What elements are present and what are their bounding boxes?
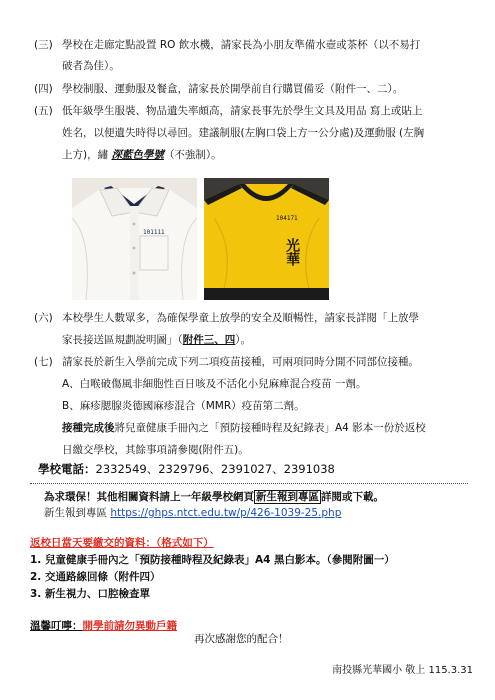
thanks-note: 再次感謝您的配合！ bbox=[194, 633, 289, 645]
return-day-title: 返校日當天要繳交的資料：（格式如下） bbox=[30, 537, 214, 549]
item-5-line-2: 姓名，以便遺失時得以尋回。建議制服(左胸口袋上方一公分處)及運動服 (左胸 bbox=[62, 127, 425, 139]
item-7-note-rest: 將兒童健康手冊內之「預防接種時程及紀錄表」A4 影本一份於返校 bbox=[114, 422, 426, 434]
item-5-line-3 bbox=[62, 148, 222, 163]
eco-note-b: 詳閱或下載。 bbox=[321, 491, 384, 503]
item-3-line-1: 學校在走廊定點設置 RO 飲水機，請家長為小朋友準備水壺或茶杯（以不易打 bbox=[62, 39, 421, 51]
item-5-line-3-b: （不強制）。 bbox=[163, 149, 222, 161]
school-phone-numbers: 2332549、2329796、2391027、2391038 bbox=[95, 462, 335, 476]
item-7-note-line-1 bbox=[62, 421, 426, 436]
dotted-divider bbox=[30, 483, 468, 484]
item-5-number: (五) bbox=[34, 105, 53, 117]
item-4-line-1: 學校制服、運動服及餐盒，請家長於開學前自行購買備妥（附件一、二）。 bbox=[62, 83, 404, 95]
item-5-line-3-a: 上方)，繡 bbox=[62, 149, 112, 161]
yellow-uniform-number: 104171 bbox=[276, 215, 298, 222]
eco-note bbox=[44, 490, 384, 505]
item-7-note-line-2: 日繳交學校，其餘事項請參閱(附件五)。 bbox=[62, 444, 249, 456]
item-6-attachment: 附件三、四 bbox=[182, 334, 236, 346]
website-link[interactable]: https://ghps.ntct.edu.tw/p/426-1039-25.php bbox=[110, 507, 342, 519]
item-6-number: (六) bbox=[34, 312, 53, 324]
return-day-item-1: 1. 兒童健康手冊內之「預防接種時程及紀錄表」A4 黑白影本。（參閱附圖一） bbox=[30, 554, 395, 566]
school-phone bbox=[38, 462, 335, 477]
yellow-uniform-school-name: 光華 bbox=[284, 238, 300, 266]
item-7-note-bold: 接種完成後 bbox=[62, 422, 115, 434]
item-4-number: (四) bbox=[34, 83, 53, 95]
item-5-emphasis: 深藍色學號 bbox=[111, 149, 164, 161]
item-7-vaccine-b: B、麻疹腮腺炎德國麻疹混合（MMR）疫苗第二劑。 bbox=[62, 400, 305, 412]
return-day-item-2: 2. 交通路線回條（附件四） bbox=[30, 571, 161, 583]
website-line bbox=[44, 506, 341, 521]
website-label: 新生報到專區 bbox=[44, 507, 111, 519]
item-6-line-2-c: ）。 bbox=[235, 334, 251, 346]
item-6-line-2-a: 家長接送區規劃說明圖」（ bbox=[62, 334, 183, 346]
item-7-line-1: 請家長於新生入學前完成下列二項疫苗接種，可兩項同時分開不同部位接種。 bbox=[62, 356, 419, 368]
item-6-line-1: 本校學生人數眾多，為確保學童上放學的安全及順暢性，請家長詳閱「上放學 bbox=[62, 312, 419, 324]
item-7-number: (七) bbox=[34, 356, 53, 368]
item-7-vaccine-a: A、白喉破傷風非細胞性百日咳及不活化小兒麻痺混合疫苗 一劑。 bbox=[62, 378, 367, 390]
reminder-text: 開學前請勿異動戶籍 bbox=[82, 620, 177, 632]
school-phone-label: 學校電話： bbox=[38, 462, 96, 476]
white-uniform-number: 101111 bbox=[143, 229, 165, 236]
reminder bbox=[30, 619, 177, 634]
eco-note-a: 為求環保！其他相關資料請上一年級學校網頁 bbox=[44, 491, 254, 503]
item-3-line-2: 破者為佳）。 bbox=[62, 60, 120, 72]
signature: 南投縣光華國小 敬上 115.3.31 bbox=[332, 665, 473, 676]
item-6-line-2 bbox=[62, 333, 251, 348]
item-5-line-1: 低年級學生服裝、物品遺失率頗高，請家長事先於學生文具及用品 寫上或貼上 bbox=[62, 105, 423, 117]
return-day-item-3: 3. 新生視力、口腔檢查單 bbox=[30, 588, 150, 600]
item-3-number: (三) bbox=[34, 39, 53, 51]
yellow-uniform-photo bbox=[204, 178, 329, 300]
white-uniform-photo bbox=[72, 178, 197, 300]
eco-note-boxed: 新生報到專區 bbox=[256, 491, 319, 503]
reminder-label: 溫馨叮嚀： bbox=[30, 620, 83, 632]
